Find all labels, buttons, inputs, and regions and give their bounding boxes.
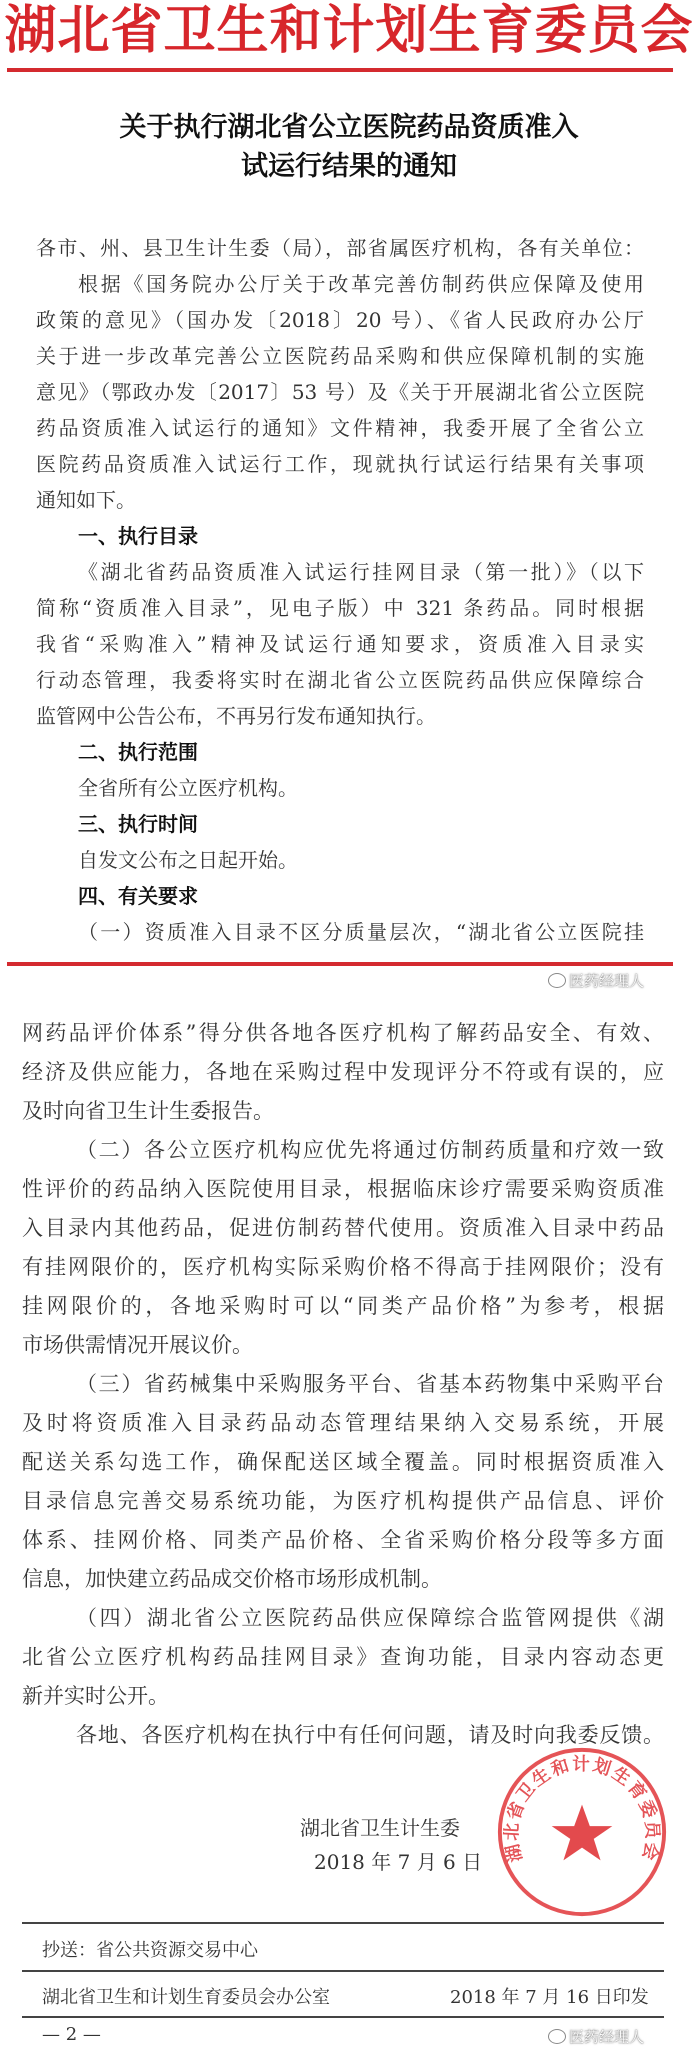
- page-2-body: [22, 1014, 664, 1755]
- document-title-line-2: 试运行结果的通知: [241, 151, 457, 182]
- footer-rule-top: [22, 1922, 664, 1924]
- footer-rule-middle: [22, 1970, 664, 1972]
- body-text-line: 意见》（鄂政办发〔2017〕53 号）及《关于开展湖北省公立医院: [36, 380, 644, 404]
- body-text-line: 性评价的药品纳入医院使用目录，根据临床诊疗需要采购资质准: [22, 1177, 664, 1201]
- body-text-line: 及时向省卫生计生委报告。: [22, 1099, 274, 1123]
- watermark-page-2: [548, 2026, 644, 2047]
- body-text-line: 《湖北省药品资质准入试运行挂网目录（第一批）》（以下: [78, 560, 644, 584]
- body-text-line: （二）各公立医疗机构应优先将通过仿制药质量和疗效一致: [76, 1138, 664, 1162]
- body-text-line: 网药品评价体系”得分供各地各医疗机构了解药品安全、有效、: [22, 1021, 664, 1045]
- wechat-icon: [548, 2029, 566, 2044]
- body-text-line: 各地、各医疗机构在执行中有任何问题，请及时向我委反馈。: [76, 1723, 664, 1747]
- signature-org: 湖北省卫生计生委: [300, 1816, 460, 1840]
- star-icon: [552, 1805, 613, 1861]
- body-text-line: （四）湖北省公立医院药品供应保障综合监管网提供《湖: [76, 1606, 664, 1630]
- body-text-line: 简称“资质准入目录”，见电子版）中 321 条药品。同时根据: [36, 596, 644, 620]
- body-text-line: 入目录内其他药品，促进仿制药替代使用。资质准入目录中药品: [22, 1216, 664, 1240]
- document-title-line-1: 关于执行湖北省公立医院药品资质准入: [119, 112, 579, 143]
- watermark-text: 医药经理人: [569, 2028, 645, 2046]
- body-text-line: 自发文公布之日起开始。: [78, 848, 298, 872]
- body-text-line: 市场供需情况开展议价。: [22, 1333, 253, 1357]
- body-text-line: （一）资质准入目录不区分质量层次，“湖北省公立医院挂: [78, 920, 644, 944]
- body-text-line: 配送关系勾选工作，确保配送区域全覆盖。同时根据资质准入: [22, 1450, 664, 1474]
- wechat-icon: [548, 973, 566, 988]
- page-1-body: [36, 230, 644, 950]
- issue-date: 2018 年 7 月 16 日印发: [450, 1987, 649, 2008]
- signature-date: 2018 年 7 月 6 日: [314, 1850, 483, 1874]
- body-text-line: 各市、州、县卫生计生委（局），部省属医疗机构，各有关单位：: [36, 236, 644, 260]
- body-text-line: 北省公立医疗机构药品挂网目录》查询功能，目录内容动态更: [22, 1645, 664, 1669]
- body-text-line: 关于进一步改革完善公立医院药品采购和供应保障机制的实施: [36, 344, 644, 368]
- body-text-line: （三）省药械集中采购服务平台、省基本药物集中采购平台: [76, 1372, 664, 1396]
- footer-rule-bottom: [22, 2016, 664, 2018]
- body-text-line: 及时将资质准入目录药品动态管理结果纳入交易系统，开展: [22, 1411, 664, 1435]
- section-heading: 二、执行范围: [78, 740, 198, 764]
- body-text-line: 经济及供应能力，各地在采购过程中发现评分不符或有误的，应: [22, 1060, 664, 1084]
- body-text-line: 信息，加快建立药品成交价格市场形成机制。: [22, 1567, 442, 1591]
- section-heading: 四、有关要求: [78, 884, 198, 908]
- body-text-line: 政策的意见》（国办发〔2018〕20 号）、《省人民政府办公厅: [36, 308, 644, 332]
- body-text-line: 药品资质准入试运行的通知》文件精神，我委开展了全省公立: [36, 416, 644, 440]
- org-letterhead-title: 湖北省卫生和计划生育委员会: [4, 0, 694, 61]
- watermark-page-1: [548, 970, 644, 991]
- body-text-line: 新并实时公开。: [22, 1684, 169, 1708]
- body-text-line: 根据《国务院办公厅关于改革完善仿制药供应保障及使用: [78, 272, 644, 296]
- letterhead-red-rule: [7, 68, 673, 72]
- page-number: — 2 —: [42, 2024, 101, 2045]
- watermark-text: 医药经理人: [569, 972, 645, 990]
- body-text-line: 全省所有公立医疗机构。: [78, 776, 298, 800]
- body-text-line: 挂网限价的，各地采购时可以“同类产品价格”为参考，根据: [22, 1294, 664, 1318]
- body-text-line: 我省“采购准入”精神及试运行通知要求，资质准入目录实: [36, 632, 644, 656]
- official-seal-stamp: [492, 1744, 672, 1920]
- section-heading: 一、执行目录: [78, 524, 198, 548]
- section-heading: 三、执行时间: [78, 812, 198, 836]
- cc-label: 抄送：: [42, 1940, 96, 1961]
- body-text-line: 目录信息完善交易系统功能，为医疗机构提供产品信息、评价: [22, 1489, 664, 1513]
- body-text-line: 通知如下。: [36, 488, 136, 512]
- cc-line: [42, 1936, 258, 1962]
- body-text-line: 监管网中公告公布，不再另行发布通知执行。: [36, 704, 436, 728]
- issuer: 湖北省卫生和计划生育委员会办公室: [42, 1987, 330, 2008]
- cc-value: 省公共资源交易中心: [96, 1940, 258, 1961]
- seal-text: 湖北省卫生和计划生育委员会: [501, 1753, 663, 1865]
- body-text-line: 体系、挂网价格、同类产品价格、全省采购价格分段等多方面: [22, 1528, 664, 1552]
- body-text-line: 医院药品资质准入试运行工作，现就执行试运行结果有关事项: [36, 452, 644, 476]
- page-break-red-rule: [7, 962, 673, 966]
- body-text-line: 有挂网限价的，医疗机构实际采购价格不得高于挂网限价；没有: [22, 1255, 664, 1279]
- body-text-line: 行动态管理，我委将实时在湖北省公立医院药品供应保障综合: [36, 668, 644, 692]
